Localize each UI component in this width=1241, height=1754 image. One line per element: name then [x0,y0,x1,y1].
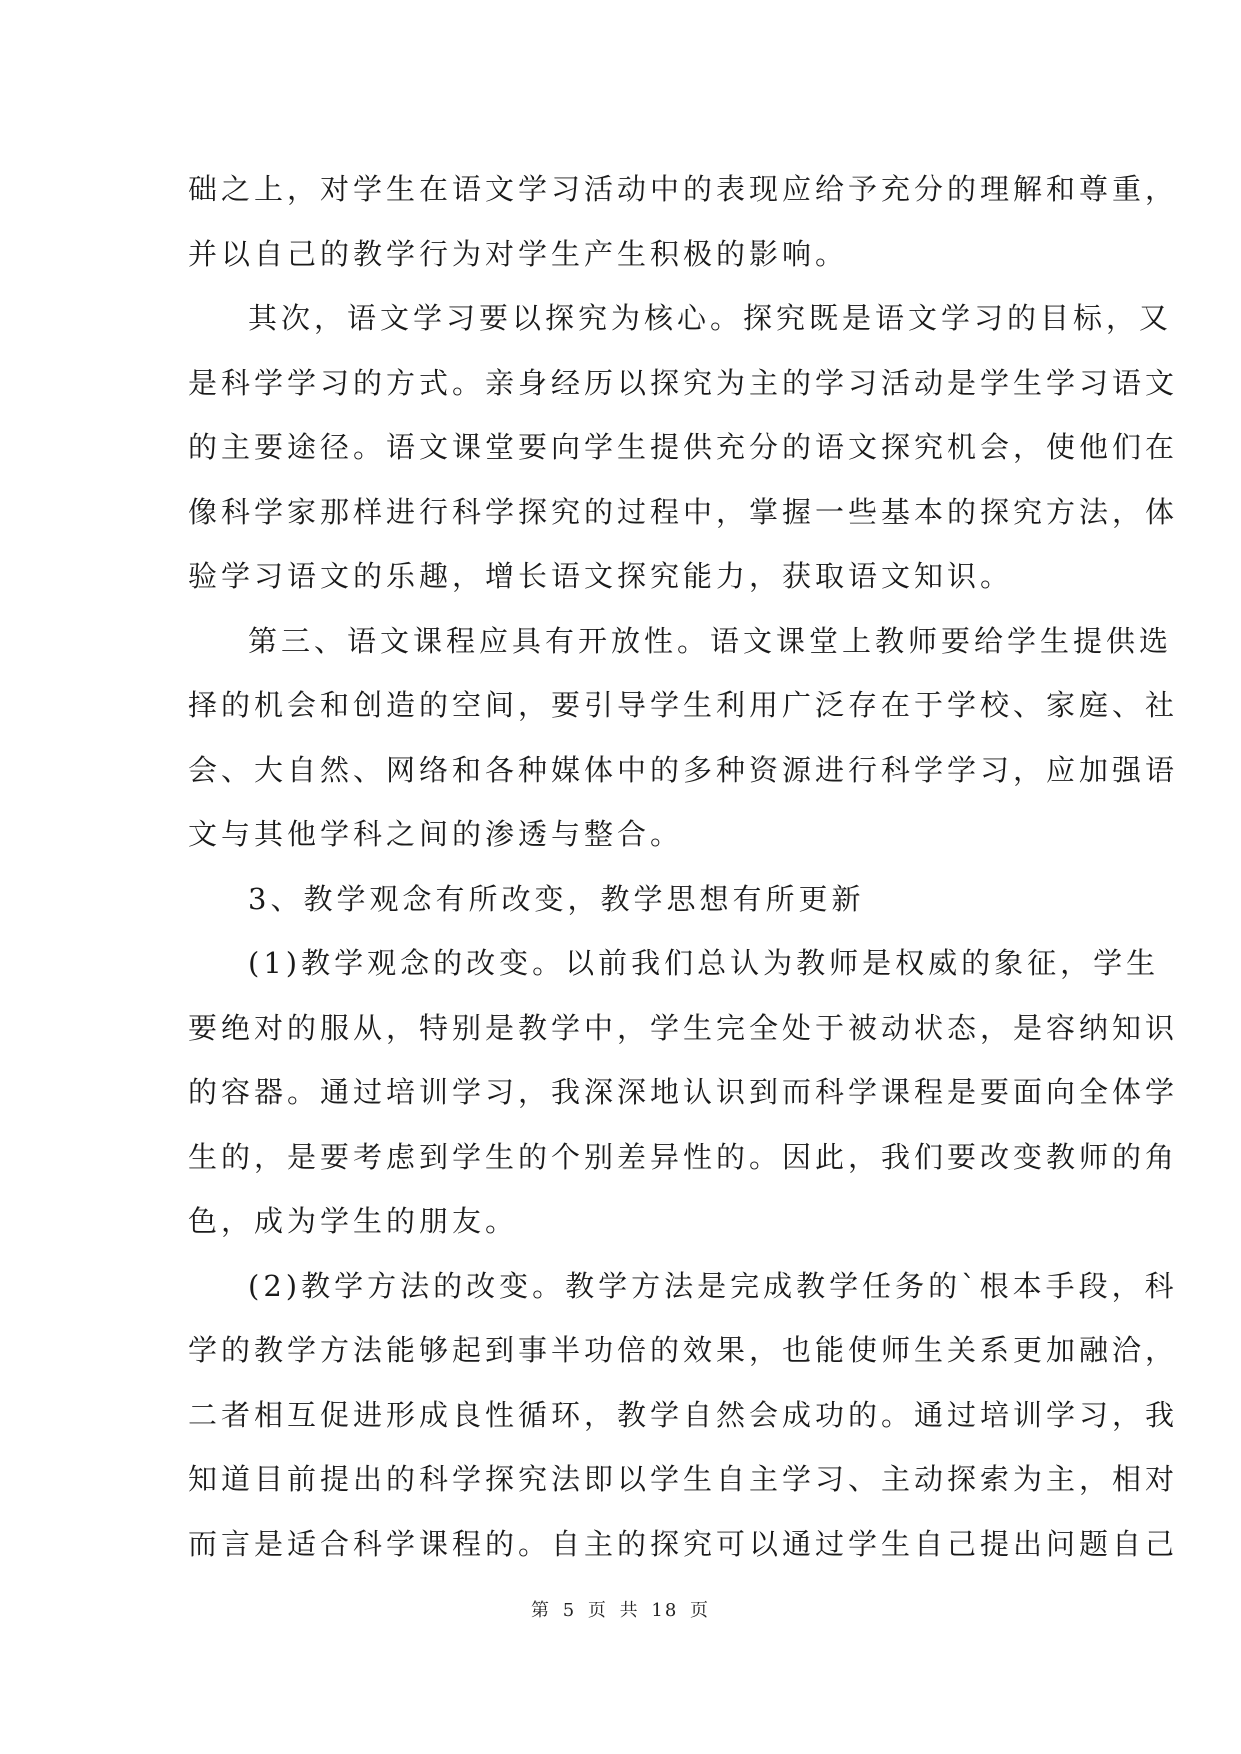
text-line: 色，成为学生的朋友。 [188,1204,519,1238]
text-line: 文与其他学科之间的渗透与整合。 [188,817,684,851]
paragraph-start-line: 第三、语文课程应具有开放性。语文课堂上教师要给学生提供选 [248,623,1173,658]
text-line: 生的，是要考虑到学生的个别差异性的。因此，我们要改变教师的角 [188,1139,1179,1174]
text-line: 的主要途径。语文课堂要向学生提供充分的语文探究机会，使他们在 [188,430,1179,464]
text-line: 而言是适合科学课程的。自主的探究可以通过学生自己提出问题自己 [188,1526,1179,1561]
paragraph-start-line: (1)教学观念的改变。以前我们总认为教师是权威的象征，学生 [248,946,1160,980]
text-line: 像科学家那样进行科学探究的过程中，掌握一些基本的探究方法，体 [188,494,1179,529]
body-text [188,157,1179,1576]
footer-suffix: 页 [690,1600,711,1621]
text-line: 二者相互促进形成良性循环，教学自然会成功的。通过培训学习，我 [188,1397,1179,1432]
text-line: 并以自己的教学行为对学生产生积极的影响。 [188,236,849,271]
text-line: 的容器。通过培训学习，我深深地认识到而科学课程是要面向全体学 [188,1075,1179,1109]
section-heading: 3、教学观念有所改变，教学思想有所更新 [248,881,865,916]
text-line: 择的机会和创造的空间，要引导学生利用广泛存在于学校、家庭、社 [188,688,1179,722]
total-page-count: 18 [651,1600,679,1621]
footer-total-word: 共 [619,1600,640,1621]
text-line: 础之上，对学生在语文学习活动中的表现应给予充分的理解和尊重， [188,172,1179,206]
footer-prefix: 第 [530,1600,551,1621]
text-line: 会、大自然、网络和各种媒体中的多种资源进行科学学习，应加强语 [188,752,1179,787]
text-line: 学的教学方法能够起到事半功倍的效果，也能使师生关系更加融洽， [188,1333,1179,1367]
paragraph-start-line: 其次，语文学习要以探究为核心。探究既是语文学习的目标，又 [248,301,1173,335]
paragraph-start-line: (2)教学方法的改变。教学方法是完成教学任务的`根本手段，科 [248,1268,1178,1303]
footer-page-word: 页 [587,1600,608,1621]
page-footer [0,1596,1241,1622]
text-line: 要绝对的服从，特别是教学中，学生完全处于被动状态，是容纳知识 [188,1010,1179,1045]
current-page-number: 5 [562,1600,577,1621]
text-line: 验学习语文的乐趣，增长语文探究能力，获取语文知识。 [188,559,1014,593]
text-line: 知道目前提出的科学探究法即以学生自主学习、主动探索为主，相对 [188,1462,1179,1496]
text-line: 是科学学习的方式。亲身经历以探究为主的学习活动是学生学习语文 [188,365,1179,400]
